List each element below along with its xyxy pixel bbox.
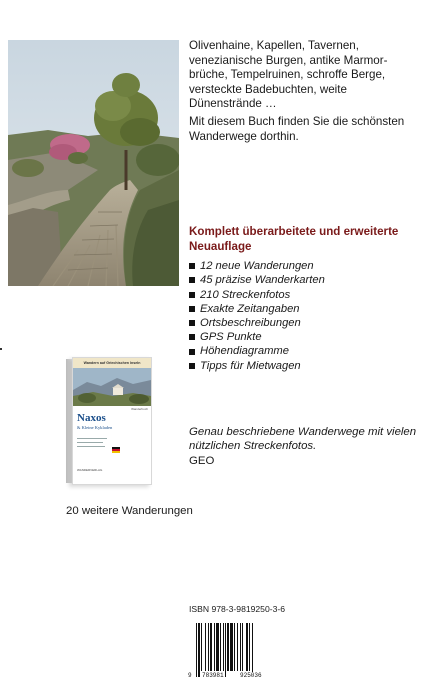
book-text-line xyxy=(77,442,103,443)
square-bullet-icon xyxy=(189,349,195,355)
barcode-bar xyxy=(196,623,197,677)
barcode-bar xyxy=(210,623,212,671)
book-subtitle: & Kleine Kykladen xyxy=(77,425,113,430)
barcode-bar xyxy=(242,623,243,671)
book-caption: 20 weitere Wanderungen xyxy=(66,505,193,517)
press-quote xyxy=(189,425,421,468)
square-bullet-icon xyxy=(189,292,195,298)
cover-photo-stone-path xyxy=(8,40,179,286)
related-book-cover xyxy=(66,357,150,483)
feature-item: 210 Streckenfotos xyxy=(189,288,421,302)
barcode-bar xyxy=(252,623,253,677)
book-front xyxy=(72,357,152,485)
square-bullet-icon xyxy=(189,334,195,340)
feature-item: 12 neue Wanderungen xyxy=(189,259,421,273)
margin-mark xyxy=(0,348,2,350)
isbn-barcode xyxy=(188,623,278,680)
book-author: Wanderbuch xyxy=(131,407,148,411)
book-cover-photo xyxy=(73,368,151,406)
intro-paragraph-book: Mit diesem Buch finden Sie die schönsten Wanderwege dorthin. xyxy=(189,114,405,143)
book-text-line xyxy=(77,446,105,447)
barcode-bar xyxy=(246,623,248,671)
barcode-bar xyxy=(249,623,250,671)
barcode-bar xyxy=(234,623,235,671)
barcode-bar xyxy=(201,623,202,671)
barcode-bar xyxy=(220,623,221,671)
barcode-right-digits: 925036 xyxy=(240,672,262,679)
feature-item: Höhendiagramme xyxy=(189,344,421,358)
barcode-bar xyxy=(237,623,238,671)
barcode-bar xyxy=(205,623,206,671)
barcode-lead-digit: 9 xyxy=(188,672,192,679)
quote-source: GEO xyxy=(189,454,215,467)
barcode-bar xyxy=(225,623,226,677)
barcode-bar xyxy=(230,623,233,671)
book-publisher: WANDERVERLAG xyxy=(77,468,103,472)
barcode-bar xyxy=(198,623,200,677)
isbn-label: ISBN 978-3-9819250-3-6 xyxy=(189,604,286,614)
quote-text: Genau beschriebene Wanderwege mit vielen nützlichen Streckenfotos. xyxy=(189,426,417,453)
intro-paragraph-places: Olivenhaine, Kapellen, Tavernen, venezianische Burgen, antike Marmorbrüche, Tempelruinen, schroffe Berge, versteckte Badebuchten, weite Dünenstrände … xyxy=(189,39,388,111)
square-bullet-icon xyxy=(189,277,195,283)
square-bullet-icon xyxy=(189,263,195,269)
feature-item: Ortsbeschreibungen xyxy=(189,316,421,330)
barcode-bar xyxy=(227,623,229,671)
barcode-bar xyxy=(216,623,219,671)
feature-item: Tipps für Mietwagen xyxy=(189,359,421,373)
feature-item: 45 präzise Wanderkarten xyxy=(189,273,421,287)
feature-item: Exakte Zeitangaben xyxy=(189,302,421,316)
barcode-bar xyxy=(208,623,209,671)
intro-text xyxy=(189,39,421,144)
features-section xyxy=(189,225,421,373)
barcode-bar xyxy=(240,623,241,671)
square-bullet-icon xyxy=(189,320,195,326)
german-flag-icon xyxy=(112,447,120,453)
barcode-bar xyxy=(214,623,215,671)
barcode-left-digits: 783981 xyxy=(202,672,224,679)
features-list xyxy=(189,259,421,373)
square-bullet-icon xyxy=(189,363,195,369)
barcode-bar xyxy=(223,623,224,671)
square-bullet-icon xyxy=(189,306,195,312)
feature-item: GPS Punkte xyxy=(189,330,421,344)
book-text-line xyxy=(77,438,107,439)
book-title: Naxos xyxy=(77,412,106,424)
book-series-label: Wandern auf Griechischen Inseln xyxy=(73,358,151,368)
features-heading: Komplett überarbeitete und erweiterte Neuauflage xyxy=(189,225,399,253)
